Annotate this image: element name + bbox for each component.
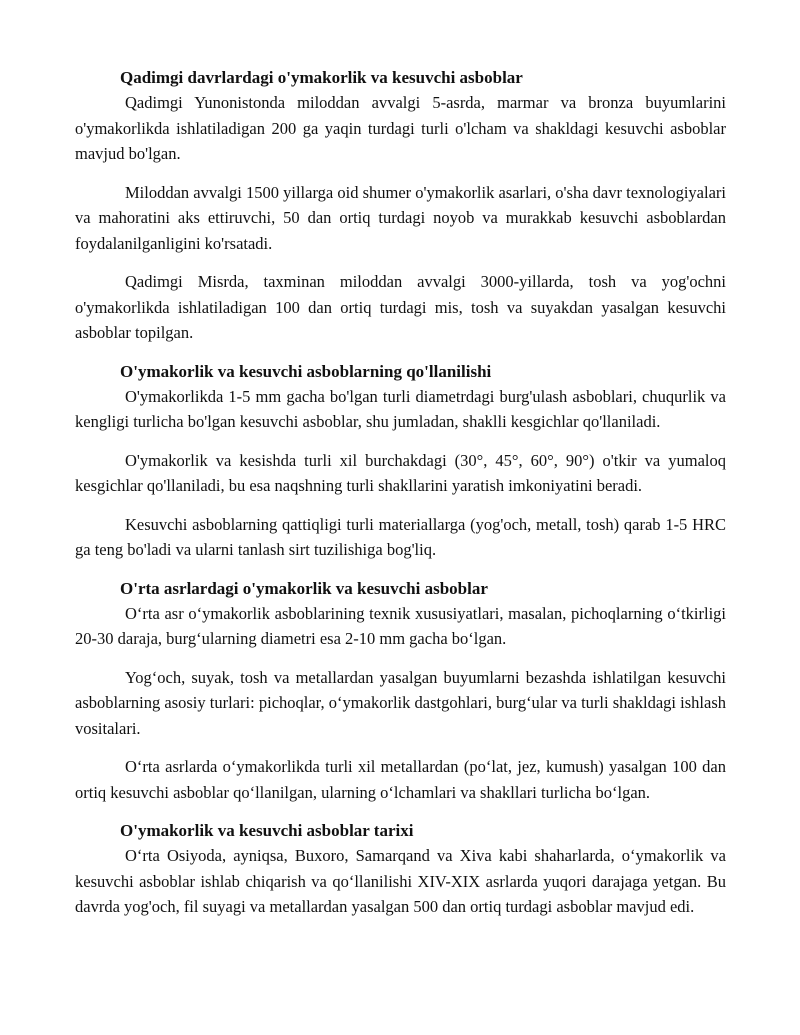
paragraph: Yog‘och, suyak, tosh va metallardan yasalgan buyumlarni bezashda ishlatilgan kesuvchi asboblarning asosiy turlari: pichoqlar, o‘ymakorlik dastgohlari, burg‘ular va turli shakldagi ishlash vositalari. xyxy=(75,667,726,738)
section-heading: O'rta asrlardagi o'ymakorlik va kesuvchi asboblar xyxy=(120,578,488,598)
section-ancient-tools xyxy=(75,66,726,346)
paragraph: O'ymakorlik va kesishda turli xil burchakdagi (30°, 45°, 60°, 90°) o'tkir va yumaloq kesgichlar qo'llaniladi, bu esa naqshning turli shakllarini yaratish imkoniyatini beradi. xyxy=(75,450,726,495)
section-heading: O'ymakorlik va kesuvchi asboblarning qo'llanilishi xyxy=(120,361,492,381)
paragraph: Qadimgi Misrda, taxminan miloddan avvalgi 3000-yillarda, tosh va yog'ochni o'ymakorlikda ishlatiladigan 100 dan ortiq turdagi mis, tosh va suyakdan yasalgan kesuvchi asboblar topilgan. xyxy=(75,272,726,342)
section-tool-usage xyxy=(75,360,726,563)
document-page xyxy=(75,66,726,934)
section-heading: Qadimgi davrlardagi o'ymakorlik va kesuvchi asboblar xyxy=(120,68,523,87)
paragraph: O‘rta asrlarda o‘ymakorlikda turli xil metallardan (po‘lat, jez, kumush) yasalgan 100 dan ortiq kesuvchi asboblar qo‘llanilgan, ularning o‘lchamlari va shakllari turlicha bo‘lgan. xyxy=(75,757,726,802)
paragraph: Miloddan avvalgi 1500 yillarga oid shumer o'ymakorlik asarlari, o'sha davr texnologiyalari va mahoratini aks ettiruvchi, 50 dan ortiq turdagi noyob va murakkab kesuvchi asboblardan foydalanilganligini ko'rsatadi. xyxy=(75,182,726,253)
section-heading: O'ymakorlik va kesuvchi asboblar tarixi xyxy=(120,821,414,840)
section-tool-history xyxy=(75,819,726,920)
paragraph: O‘rta Osiyoda, ayniqsa, Buxoro, Samarqand va Xiva kabi shaharlarda, o‘ymakorlik va kesuvchi asboblar ishlab chiqarish va qo‘llanilishi XIV-XIX asrlarda yuqori darajaga yetgan. Bu davrda yog'och, fil suyagi va metallardan yasalgan 500 dan ortiq turdagi asboblar mavjud edi. xyxy=(75,846,726,916)
section-medieval-tools xyxy=(75,577,726,806)
paragraph: Kesuvchi asboblarning qattiqligi turli materiallarga (yog'och, metall, tosh) qarab 1-5 HRC ga teng bo'ladi va ularni tanlash sirt tuzilishiga bog'liq. xyxy=(75,514,726,559)
paragraph: O‘rta asr o‘ymakorlik asboblarining texnik xususiyatlari, masalan, pichoqlarning o‘tkirligi 20-30 daraja, burg‘ularning diametri esa 2-10 mm gacha bo‘lgan. xyxy=(75,603,726,648)
paragraph: Qadimgi Yunonistonda miloddan avvalgi 5-asrda, marmar va bronza buyumlarini o'ymakorlikda ishlatiladigan 200 ga yaqin turdagi turli o'lcham va shakldagi kesuvchi asboblar mavjud bo'lgan. xyxy=(75,93,726,163)
paragraph: O'ymakorlikda 1-5 mm gacha bo'lgan turli diametrdagi burg'ulash asboblari, chuqurlik va kengligi turlicha bo'lgan kesuvchi asboblar, shu jumladan, shaklli kesgichlar qo'llaniladi. xyxy=(75,386,726,431)
